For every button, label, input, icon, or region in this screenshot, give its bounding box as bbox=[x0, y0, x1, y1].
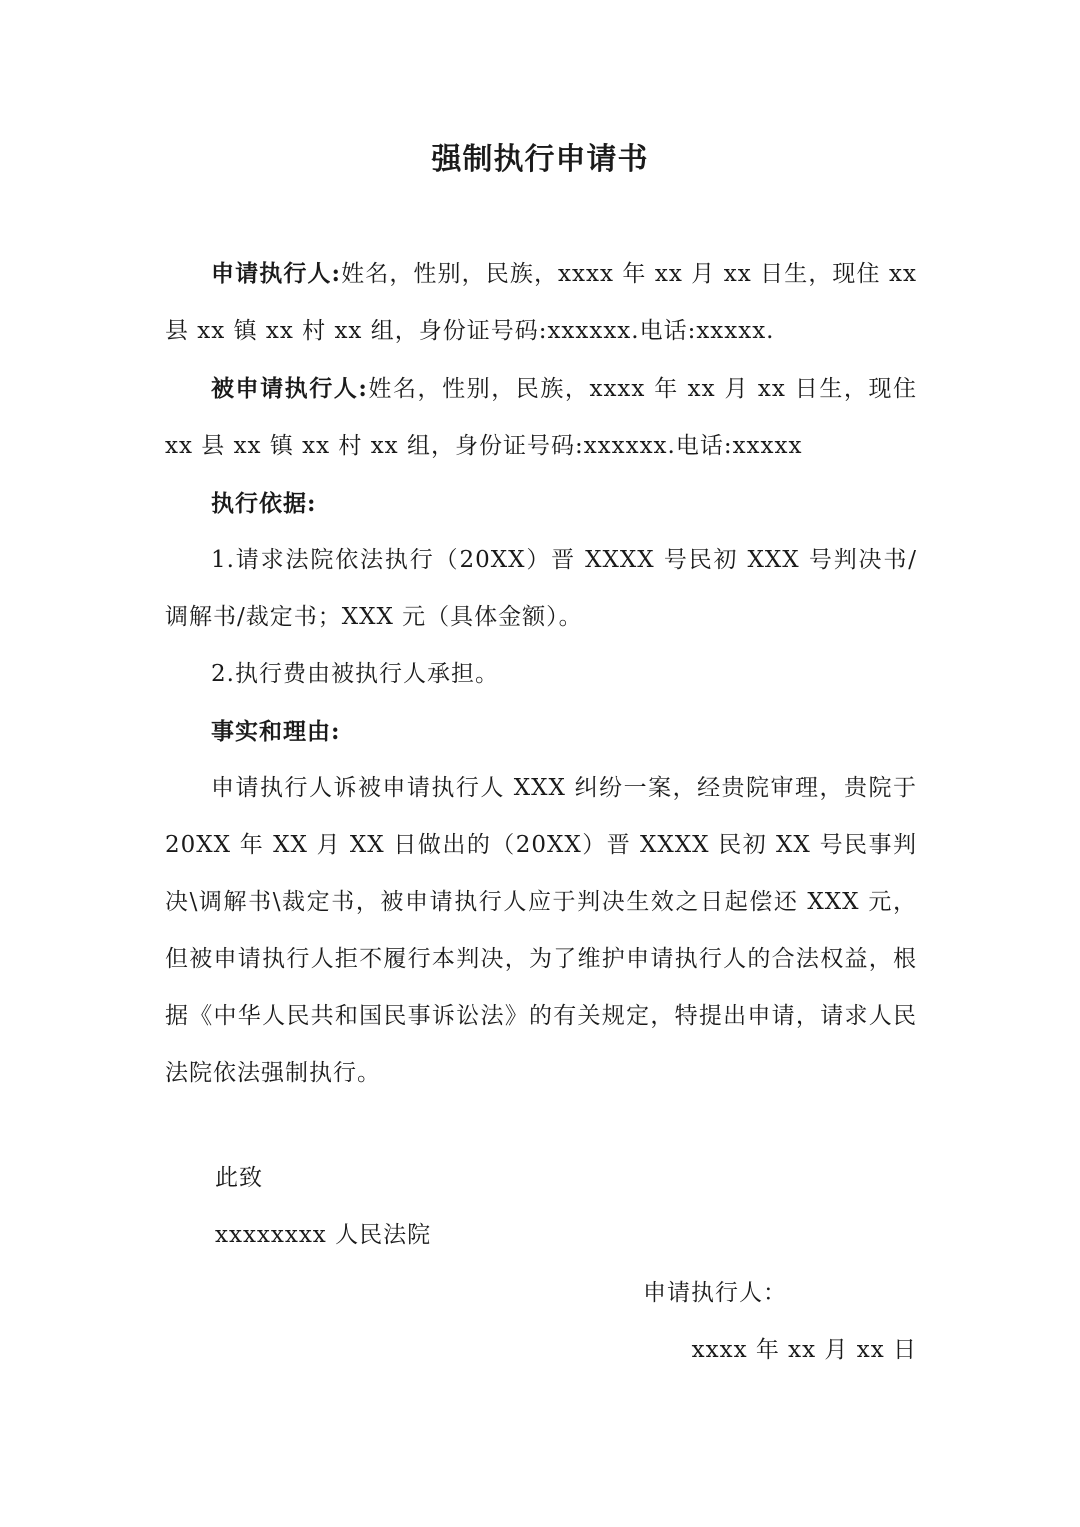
signature-applicant-label: 申请执行人： bbox=[643, 1280, 787, 1306]
respondent-text: 姓名，性别，民族，xxxx 年 xx 月 xx 日生，现住 xx 县 xx 镇 xx 村 xx 组，身份证号码:xxxxxx.电话:xxxxx bbox=[165, 376, 918, 459]
signature-block bbox=[643, 1265, 917, 1379]
document-body bbox=[165, 245, 917, 1102]
applicant-label: 申请执行人: bbox=[211, 260, 342, 287]
court-name: xxxxxxxx 人民法院 bbox=[215, 1222, 432, 1248]
salutation: 此致 bbox=[215, 1165, 263, 1191]
applicant-text: 姓名，性别，民族，xxxx 年 xx 月 xx 日生，现住 xx 县 xx 镇 xx 村 xx 组，身份证号码:xxxxxx.电话:xxxxx. bbox=[165, 261, 917, 344]
facts-paragraph: 申请执行人诉被申请执行人 XXX 纠纷一案，经贵院审理，贵院于 20XX 年 XX 月 XX 日做出的（20XX）晋 XXXX 民初 XX 号民事判决\调解书\裁定书，被申请执行人应于判决生效之日起偿还 XXX 元，但被申请执行人拒不履行本判决，为了维护申请执行人的合法权益，根据《中华人民共和国民事诉讼法》的有关规定，特提出申请，请求人民法院依法强制执行。 bbox=[165, 775, 917, 1086]
facts-heading: 事实和理由: bbox=[211, 718, 341, 745]
applicant-paragraph bbox=[165, 245, 917, 360]
basis-item: 1.请求法院依法执行（20XX）晋 XXXX 号民初 XXX 号判决书/调解书/裁定书；XXX 元（具体金额）。 bbox=[165, 547, 917, 630]
signature-date: xxxx 年 xx 月 xx 日 bbox=[691, 1337, 917, 1363]
basis-item: 2.执行费由被执行人承担。 bbox=[211, 661, 499, 687]
basis-heading: 执行依据: bbox=[211, 490, 317, 517]
document-title: 强制执行申请书 bbox=[431, 142, 649, 177]
respondent-label: 被申请执行人: bbox=[211, 375, 368, 402]
respondent-paragraph bbox=[165, 360, 917, 475]
closing-block bbox=[215, 1150, 431, 1264]
